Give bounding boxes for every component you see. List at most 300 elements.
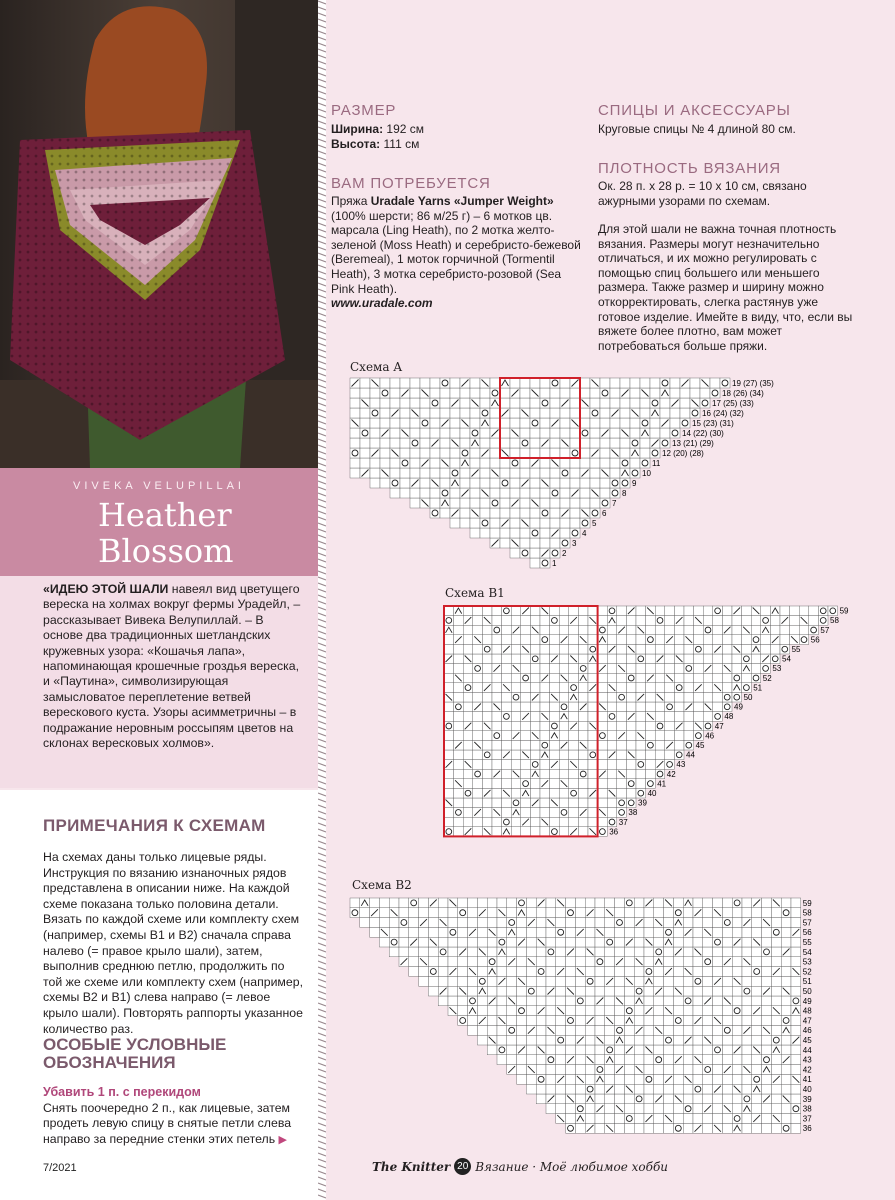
chart-cell	[607, 721, 617, 731]
yarn-brand: Uradale Yarns «Jumper Weight»	[370, 194, 554, 208]
chart-cell	[595, 1006, 605, 1016]
chart-cell	[683, 1016, 693, 1026]
chart-cell	[540, 518, 550, 528]
chart-cell	[550, 702, 560, 712]
chart-cell	[410, 458, 420, 468]
chart-cell	[473, 664, 483, 674]
chart-cell	[566, 1114, 576, 1124]
chart-cell	[703, 606, 713, 616]
chart-cell	[646, 683, 656, 693]
chart-cell	[595, 1123, 605, 1133]
chart-cell	[530, 508, 540, 518]
chart-cell	[791, 1016, 801, 1026]
chart-cell	[605, 1025, 615, 1035]
chart-cell	[448, 908, 458, 918]
chart-cell	[626, 731, 636, 741]
chart-cell	[650, 448, 660, 458]
chart-cell	[569, 731, 579, 741]
chart-cell	[559, 817, 569, 827]
chart-cell	[550, 508, 560, 518]
chart-cell	[722, 898, 732, 908]
chart-cell	[630, 398, 640, 408]
chart-cell	[683, 908, 693, 918]
chart-cell	[520, 548, 530, 558]
chart-cell	[560, 538, 570, 548]
chart-cell	[585, 957, 595, 967]
chart-cell	[654, 1055, 664, 1065]
chart-cell	[791, 996, 801, 1006]
row-number: 4	[582, 529, 587, 538]
chart-cell	[624, 1055, 634, 1065]
chart-cell	[536, 1035, 546, 1045]
chart-cell	[664, 976, 674, 986]
chart-cell	[762, 1074, 772, 1084]
chart-cell	[497, 1045, 507, 1055]
chart-cell	[550, 398, 560, 408]
chart-cell	[575, 1055, 585, 1065]
chart-cell	[550, 478, 560, 488]
chart-cell	[693, 927, 703, 937]
chart-cell	[615, 986, 625, 996]
chart-cell	[790, 625, 800, 635]
chart-cell	[636, 712, 646, 722]
chart-cell	[448, 996, 458, 1006]
chart-cell	[448, 918, 458, 928]
chart-cell	[654, 927, 664, 937]
chart-cell	[526, 1074, 536, 1084]
chart-cell	[598, 788, 608, 798]
shawl-photo	[0, 0, 320, 468]
chart-cell	[430, 388, 440, 398]
chart-cell	[428, 967, 438, 977]
chart-cell	[560, 418, 570, 428]
chart-cell	[492, 750, 502, 760]
chart-cell	[626, 798, 636, 808]
chart-cell	[546, 957, 556, 967]
chart-cell	[590, 508, 600, 518]
chart-cell	[664, 986, 674, 996]
chart-cell	[575, 1065, 585, 1075]
chart-cell	[556, 927, 566, 937]
chart-cell	[781, 1035, 791, 1045]
chart-cell	[540, 760, 550, 770]
chart-cell	[655, 731, 665, 741]
chart-cell	[520, 498, 530, 508]
schema-b2-label: Схема B2	[352, 878, 412, 892]
chart-cell	[610, 418, 620, 428]
chart-cell	[634, 1055, 644, 1065]
chart-cell	[438, 937, 448, 947]
chart-cell	[646, 616, 656, 626]
chart-cell	[617, 750, 627, 760]
chart-cell	[615, 1045, 625, 1055]
chart-cell	[762, 927, 772, 937]
chart-cell	[566, 957, 576, 967]
chart-cell	[490, 518, 500, 528]
chart-cell	[468, 898, 478, 908]
chart-cell	[722, 692, 732, 702]
chart-cell	[454, 721, 464, 731]
chart-cell	[762, 947, 772, 957]
chart-cell	[762, 976, 772, 986]
chart-cell	[615, 937, 625, 947]
chart-cell	[585, 1074, 595, 1084]
chart-cell	[780, 635, 790, 645]
chart-cell	[566, 918, 576, 928]
chart-cell	[520, 398, 530, 408]
chart-cell	[438, 898, 448, 908]
chart-cell	[444, 740, 454, 750]
chart-cell	[468, 986, 478, 996]
chart-cell	[566, 1084, 576, 1094]
chart-cell	[722, 1035, 732, 1045]
chart-cell	[566, 1065, 576, 1075]
chart-cell	[630, 418, 640, 428]
chart-cell	[487, 986, 497, 996]
chart-cell	[595, 1055, 605, 1065]
chart-cell	[482, 750, 492, 760]
chart-cell	[540, 769, 550, 779]
chart-cell	[673, 1045, 683, 1055]
chart-cell	[665, 683, 675, 693]
chart-cell	[497, 996, 507, 1006]
chart-cell	[791, 1104, 801, 1114]
chart-cell	[502, 673, 512, 683]
row-number: 15 (23) (31)	[692, 419, 734, 428]
chart-cell	[566, 898, 576, 908]
chart-cell	[560, 498, 570, 508]
chart-cell	[713, 918, 723, 928]
chart-cell	[507, 1006, 517, 1016]
chart-cell	[684, 712, 694, 722]
chart-cell	[771, 908, 781, 918]
yarn-url[interactable]: www.uradale.com	[331, 296, 433, 311]
chart-cell	[575, 918, 585, 928]
chart-cell	[569, 625, 579, 635]
chart-cell	[605, 967, 615, 977]
chart-cell	[566, 1104, 576, 1114]
chart-cell	[684, 731, 694, 741]
chart-cell	[690, 408, 700, 418]
row-number: 19 (27) (35)	[732, 379, 774, 388]
chart-cell	[771, 986, 781, 996]
chart-cell	[693, 1045, 703, 1055]
chart-cell	[781, 1123, 791, 1133]
chart-cell	[520, 438, 530, 448]
chart-cell	[454, 712, 464, 722]
chart-cell	[615, 918, 625, 928]
chart-cell	[444, 702, 454, 712]
gauge-note: Для этой шали не важна точная плотность вязания. Размеры могут незначительно отличаться, и их можно регулировать с помощью спиц большего или меньшего размера. Также размер и ширину можно откорректировать, слегка растянув уже готовое изделие. Имейте в виду, что, если вы вяжете более плотно, вам может потребоваться больше пряжи.	[598, 222, 853, 353]
chart-cell	[497, 986, 507, 996]
chart-cell	[490, 408, 500, 418]
chart-cell	[732, 616, 742, 626]
chart-cell	[578, 721, 588, 731]
chart-cell	[713, 1055, 723, 1065]
chart-cell	[703, 1055, 713, 1065]
chart-cell	[517, 898, 527, 908]
chart-cell	[350, 428, 360, 438]
chart-cell	[556, 918, 566, 928]
chart-cell	[390, 378, 400, 388]
chart-cell	[598, 721, 608, 731]
chart-cell	[370, 478, 380, 488]
chart-cell	[410, 398, 420, 408]
chart-cell	[480, 428, 490, 438]
chart-cell	[570, 508, 580, 518]
chart-cell	[634, 1114, 644, 1124]
needles-heading: СПИЦЫ И АКСЕССУАРЫ	[598, 102, 791, 119]
chart-cell	[540, 702, 550, 712]
chart-cell	[585, 976, 595, 986]
chart-cell	[751, 616, 761, 626]
chart-cell	[732, 1035, 742, 1045]
chart-cell	[752, 1074, 762, 1084]
chart-cell	[444, 779, 454, 789]
chart-cell	[620, 478, 630, 488]
chart-cell	[615, 1123, 625, 1133]
chart-cell	[566, 996, 576, 1006]
chart-cell	[595, 1065, 605, 1075]
chart-cell	[419, 927, 429, 937]
chart-cell	[360, 408, 370, 418]
chart-cell	[550, 616, 560, 626]
chart-cell	[550, 606, 560, 616]
chart-cell	[762, 898, 772, 908]
chart-cell	[781, 1016, 791, 1026]
chart-cell	[536, 1025, 546, 1035]
row-number: 53	[772, 664, 782, 674]
chart-cell	[482, 712, 492, 722]
chart-cell	[482, 625, 492, 635]
chart-cell	[530, 378, 540, 388]
chart-cell	[575, 976, 585, 986]
chart-cell	[569, 817, 579, 827]
chart-cell	[463, 702, 473, 712]
row-number: 36	[802, 1124, 812, 1134]
chart-cell	[550, 548, 560, 558]
chart-cell	[646, 664, 656, 674]
chart-cell	[703, 635, 713, 645]
chart-cell	[507, 1055, 517, 1065]
chart-cell	[665, 616, 675, 626]
chart-cell	[460, 498, 470, 508]
chart-cell	[468, 1025, 478, 1035]
row-number: 49	[734, 702, 743, 712]
row-number: 2	[562, 549, 567, 558]
chart-cell	[578, 731, 588, 741]
chart-cell	[492, 673, 502, 683]
chart-cell	[430, 498, 440, 508]
chart-cell	[473, 692, 483, 702]
chart-cell	[578, 692, 588, 702]
chart-cell	[566, 976, 576, 986]
chart-cell	[490, 458, 500, 468]
chart-cell	[600, 488, 610, 498]
chart-cell	[732, 1055, 742, 1065]
chart-cell	[713, 1074, 723, 1084]
chart-cell	[530, 538, 540, 548]
chart-cell	[350, 468, 360, 478]
chart-cell	[674, 702, 684, 712]
chart-cell	[780, 644, 790, 654]
chart-cell	[517, 1016, 527, 1026]
chart-cell	[370, 458, 380, 468]
chart-cell	[500, 488, 510, 498]
chart-cell	[752, 927, 762, 937]
chart-cell	[781, 976, 791, 986]
chart-cell	[511, 721, 521, 731]
chart-cell	[799, 625, 809, 635]
chart-cell	[540, 458, 550, 468]
chart-cell	[526, 1045, 536, 1055]
chart-cell	[559, 683, 569, 693]
chart-cell	[674, 635, 684, 645]
chart-cell	[575, 986, 585, 996]
chart-cell	[664, 1084, 674, 1094]
chart-cell	[600, 498, 610, 508]
chart-cell	[380, 478, 390, 488]
chart-cell	[490, 438, 500, 448]
chart-cell	[644, 957, 654, 967]
chart-cell	[530, 408, 540, 418]
chart-cell	[605, 1065, 615, 1075]
chart-cell	[502, 625, 512, 635]
chart-cell	[673, 1065, 683, 1075]
chart-cell	[540, 388, 550, 398]
chart-cell	[626, 635, 636, 645]
chart-cell	[624, 927, 634, 937]
chart-cell	[444, 769, 454, 779]
chart-cell	[732, 692, 742, 702]
chart-cell	[595, 947, 605, 957]
chart-cell	[536, 918, 546, 928]
chart-cell	[559, 827, 569, 837]
chart-cell	[590, 498, 600, 508]
chart-cell	[722, 918, 732, 928]
row-number: 43	[802, 1055, 812, 1065]
chart-cell	[556, 1055, 566, 1065]
chart-cell	[517, 967, 527, 977]
chart-cell	[511, 616, 521, 626]
chart-cell	[526, 927, 536, 937]
chart-cell	[693, 1104, 703, 1114]
chart-cell	[654, 898, 664, 908]
chart-cell	[550, 518, 560, 528]
chart-cell	[722, 1123, 732, 1133]
chart-cell	[480, 458, 490, 468]
chart-cell	[742, 996, 752, 1006]
chart-cell	[684, 625, 694, 635]
chart-cell	[630, 438, 640, 448]
chart-cell	[771, 1104, 781, 1114]
chart-cell	[370, 918, 380, 928]
chart-cell	[636, 616, 646, 626]
chart-cell	[559, 731, 569, 741]
chart-cell	[722, 947, 732, 957]
chart-cell	[454, 625, 464, 635]
row-number: 52	[802, 967, 812, 977]
chart-cell	[546, 1074, 556, 1084]
chart-cell	[370, 408, 380, 418]
chart-cell	[644, 918, 654, 928]
chart-cell	[771, 1065, 781, 1075]
chart-cell	[722, 986, 732, 996]
chart-cell	[590, 418, 600, 428]
chart-cell	[694, 692, 704, 702]
chart-cell	[615, 1094, 625, 1104]
chart-cell	[620, 418, 630, 428]
chart-cell	[526, 947, 536, 957]
chart-cell	[520, 418, 530, 428]
chart-cell	[468, 937, 478, 947]
chart-cell	[458, 927, 468, 937]
chart-cell	[665, 750, 675, 760]
chart-cell	[791, 1065, 801, 1075]
chart-cell	[722, 1025, 732, 1035]
chart-cell	[828, 606, 838, 616]
chart-cell	[536, 967, 546, 977]
chart-cell	[742, 616, 752, 626]
chart-cell	[607, 769, 617, 779]
chart-cell	[624, 996, 634, 1006]
chart-cell	[654, 908, 664, 918]
chart-cell	[634, 1123, 644, 1133]
chart-cell	[673, 1104, 683, 1114]
chart-cell	[536, 908, 546, 918]
chart-cell	[428, 908, 438, 918]
chart-cell	[463, 712, 473, 722]
chart-cell	[660, 378, 670, 388]
chart-cell	[607, 712, 617, 722]
chart-cell	[444, 664, 454, 674]
chart-cell	[650, 398, 660, 408]
chart-cell	[636, 750, 646, 760]
chart-cell	[510, 398, 520, 408]
chart-cell	[482, 644, 492, 654]
chart-cell	[510, 448, 520, 458]
chart-cell	[575, 996, 585, 1006]
chart-cell	[510, 518, 520, 528]
chart-cell	[610, 388, 620, 398]
chart-cell	[664, 1035, 674, 1045]
chart-cell	[444, 683, 454, 693]
chart-cell	[585, 937, 595, 947]
chart-cell	[809, 616, 819, 626]
chart-cell	[781, 937, 791, 947]
chart-cell	[566, 967, 576, 977]
row-number: 46	[705, 731, 715, 741]
chart-cell	[722, 1045, 732, 1055]
chart-cell	[482, 779, 492, 789]
chart-cell	[480, 528, 490, 538]
chart-cell	[636, 788, 646, 798]
chart-cell	[550, 428, 560, 438]
chart-cell	[409, 957, 419, 967]
chart-cell	[463, 692, 473, 702]
row-number: 57	[802, 918, 812, 928]
chart-cell	[569, 644, 579, 654]
chart-cell	[482, 702, 492, 712]
chart-cell	[556, 1094, 566, 1104]
chart-cell	[507, 937, 517, 947]
chart-cell	[370, 468, 380, 478]
chart-cell	[742, 1016, 752, 1026]
chart-cell	[607, 779, 617, 789]
chart-cell	[546, 937, 556, 947]
chart-cell	[492, 683, 502, 693]
chart-cell	[492, 779, 502, 789]
